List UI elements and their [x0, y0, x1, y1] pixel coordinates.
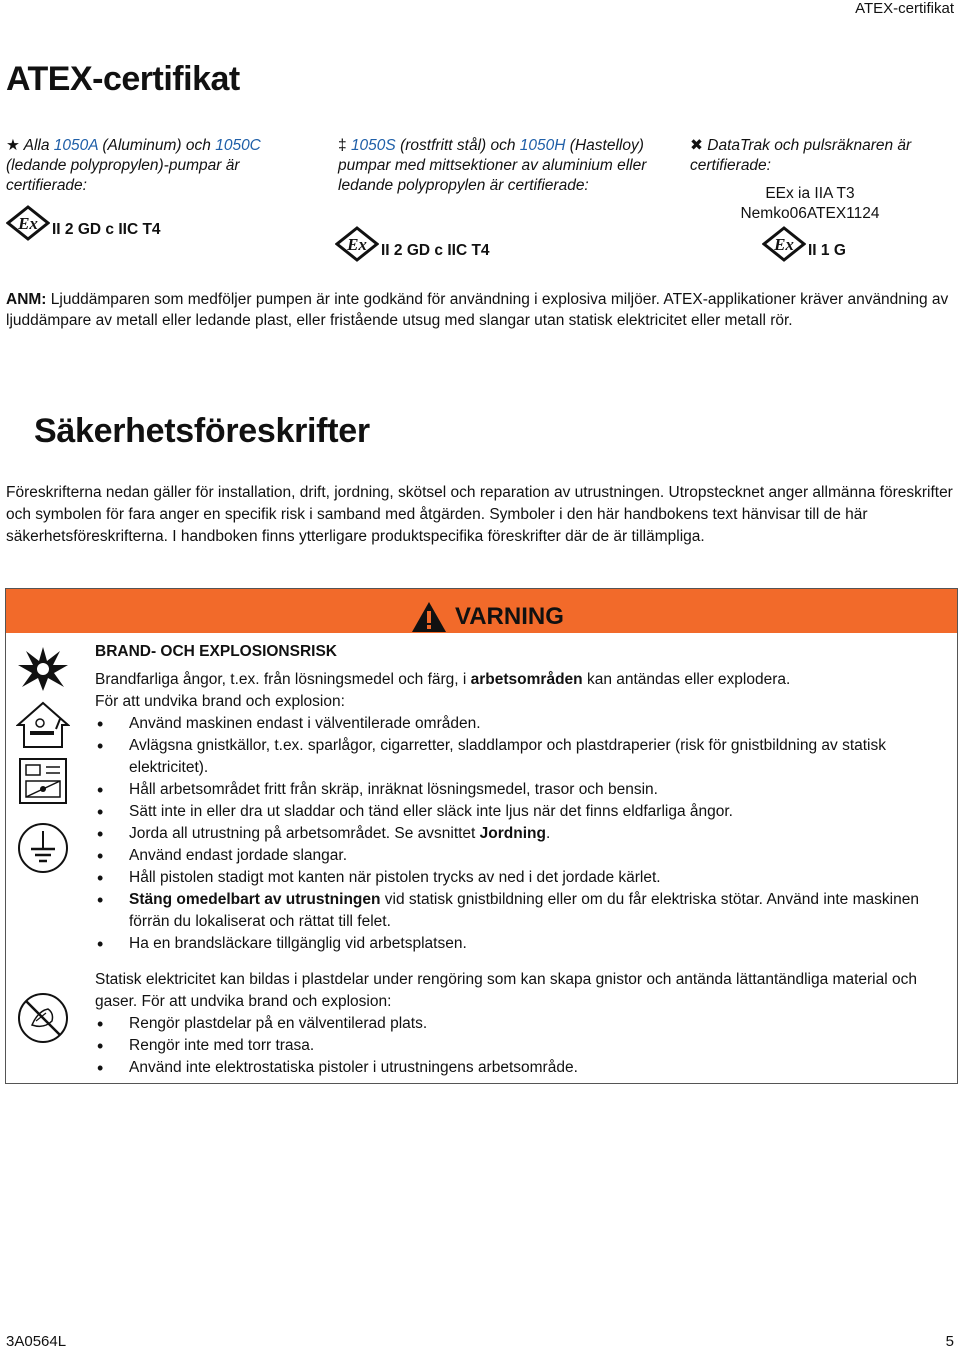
marking-text: II 1 G	[808, 242, 846, 259]
list-item: • Stäng omedelbart av utrustningen vid statisk gnistbildning eller om du får elektriska stötar. Använd inte maskinen förrän du lokaliserat och rättat till felet.	[95, 889, 945, 933]
cert-b-text: ‡ 1050S (rostfritt stål) och 1050H (Hastelloy) pumpar med mittsektioner av aluminium eller ledande polypropylen är certifierade:	[338, 137, 647, 194]
cert-c-line1: EEx ia IIA T3	[765, 185, 855, 202]
ex-marking-icon	[762, 226, 806, 262]
list-item: • Håll pistolen stadigt mot kanten när pistolen trycks av ned i det jordade kärlet.	[95, 867, 945, 889]
link-1050a[interactable]: 1050A	[53, 137, 99, 154]
cert-c-line2: Nemko06ATEX1124	[740, 205, 880, 222]
ex-marking-icon	[335, 226, 379, 262]
list-item: • Håll arbetsområdet fritt från skräp, inräknat lösningsmedel, trasor och bensin.	[95, 779, 945, 801]
no-sparks-icon	[16, 755, 70, 807]
list-item: • Ha en brandsläckare tillgänglig vid arbetsplatsen.	[95, 933, 945, 955]
warning-title	[411, 601, 564, 633]
safety-intro: Föreskrifterna nedan gäller för installation, drift, jordning, skötsel och reparation av utrustningen. Utropstecknet anger allmänna föreskrifter och symbolen för fara anger en specifik risk i samband med åtgärden. Symboler i den här handbokens text hänvisar till de här säkerhetsföreskrifterna. I handboken finns ytterligare produktspecifika föreskrifter där de är tillämpliga.	[6, 484, 953, 545]
no-smoking-icon	[16, 701, 70, 749]
cert-a-text: ★ Alla 1050A (Aluminum) och 1050C (ledande polypropylen)-pumpar är certifierade:	[6, 137, 261, 194]
warning-p1: Brandfarliga ångor, t.ex. från lösningsmedel och färg, i arbetsområden kan antändas eller explodera.	[95, 671, 791, 688]
warning-title-text: VARNING	[455, 603, 564, 630]
list-item: • Sätt inte in eller dra ut sladdar och tänd eller släck inte ljus när det finns eldfarliga ångor.	[95, 801, 945, 823]
hazard-icon-column	[6, 633, 82, 1083]
svg-text:Ex: Ex	[347, 235, 367, 254]
ex-marking-a	[6, 205, 161, 241]
cert-c-text: ✖ DataTrak och pulsräknaren är certifierade:	[690, 137, 912, 174]
list-item: • Använd maskinen endast i välventilerade områden.	[95, 713, 945, 735]
link-1050h[interactable]: 1050H	[519, 137, 566, 154]
page-number: 5	[945, 1333, 954, 1350]
page-title: ATEX-certifikat	[6, 60, 240, 98]
warning-triangle-icon	[411, 601, 447, 633]
list-item: • Jorda all utrustning på arbetsområdet. Se avsnittet Jordning.	[95, 823, 945, 845]
list-item: • Avlägsna gnistkällor, t.ex. sparlågor, cigarretter, sladdlampor och plastdraperier (risk för gnistbildning av statisk elektricitet).	[95, 735, 945, 779]
ex-marking-icon	[6, 205, 50, 241]
explosion-icon	[16, 645, 70, 693]
warning-body	[95, 641, 945, 1079]
list-item: • Använd endast jordade slangar.	[95, 845, 945, 867]
running-header: ATEX-certifikat	[855, 0, 954, 17]
cert-block-datatrak	[690, 136, 960, 224]
marking-text: II 2 GD c IIC T4	[52, 221, 161, 238]
warning-p3: Statisk elektricitet kan bildas i plastdelar under rengöring som kan skapa gnistor och antända lättantändliga material och gaser. För att undvika brand och explosion:	[95, 971, 917, 1010]
static-precaution-list	[95, 1013, 945, 1079]
hazard-subhead: BRAND- OCH EXPLOSIONSRISK	[95, 643, 337, 660]
atex-note	[6, 289, 956, 331]
fire-precaution-list	[95, 713, 945, 955]
cross-icon: ✖	[690, 137, 703, 154]
document-number: 3A0564L	[6, 1333, 67, 1350]
jordning-reference: Jordning	[479, 825, 546, 842]
warning-box	[5, 588, 958, 1084]
dagger-icon: ‡	[338, 137, 347, 154]
no-wiping-icon	[16, 991, 70, 1045]
star-icon: ★	[6, 137, 20, 154]
cert-block-1050s	[338, 136, 658, 196]
cert-block-1050a	[6, 136, 266, 196]
ground-icon	[16, 821, 70, 875]
link-1050c[interactable]: 1050C	[215, 137, 261, 154]
list-item: • Använd inte elektrostatiska pistoler i utrustningens arbetsområde.	[95, 1057, 945, 1079]
section-title: Säkerhetsföreskrifter	[34, 412, 370, 450]
warning-p2: För att undvika brand och explosion:	[95, 693, 345, 710]
list-item: • Rengör inte med torr trasa.	[95, 1035, 945, 1057]
svg-text:Ex: Ex	[18, 214, 38, 233]
note-text: Ljuddämparen som medföljer pumpen är inte godkänd för användning i explosiva miljöer. ATEX-applikationer kräver användning av ljuddämpare av metall eller ledande plast, eller fristående utsug med slangar utan statisk elektricitet eller metall rör.	[6, 291, 949, 329]
ex-marking-b	[335, 226, 490, 262]
svg-text:Ex: Ex	[774, 235, 794, 254]
ex-marking-c	[762, 226, 846, 262]
note-label: ANM:	[6, 291, 47, 308]
link-1050s[interactable]: 1050S	[350, 137, 396, 154]
list-item: • Rengör plastdelar på en välventilerad plats.	[95, 1013, 945, 1035]
marking-text: II 2 GD c IIC T4	[381, 242, 490, 259]
